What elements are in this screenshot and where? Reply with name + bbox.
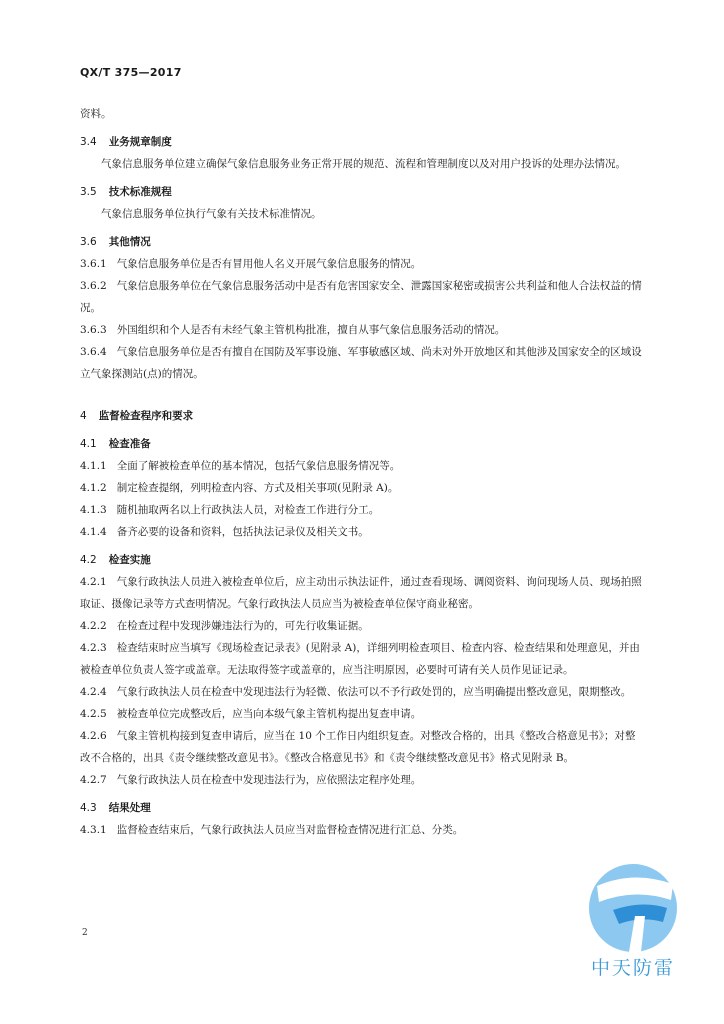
section-number: 4.2 bbox=[80, 554, 97, 566]
section-4-3-heading bbox=[80, 797, 644, 819]
section-4-2-heading bbox=[80, 549, 644, 571]
section-3-6-heading bbox=[80, 231, 644, 253]
clause-4-2-6: 4.2.6 气象主管机构接到复查申请后，应当在 10 个工作日内组织复查。对整改合格的，出具《整改合格意见书》；对整改不合格的，出具《责令继续整改意见书》。《整改合格意见书》和《责令继续整改意见书》格式见附录 B。 bbox=[80, 730, 636, 764]
chapter-number: 4 bbox=[80, 410, 87, 422]
section-title: 其他情况 bbox=[108, 236, 151, 248]
clause-4-2-7: 4.2.7 气象行政执法人员在检查中发现违法行为，应依照法定程序处理。 bbox=[80, 774, 422, 786]
section-title: 检查实施 bbox=[108, 554, 151, 566]
clause-4-2-3: 4.2.3 检查结束时应当填写《现场检查记录表》(见附录 A)，详细列明检查项目、检查内容、检查结果和处理意见，并由被检查单位负责人签字或盖章。无法取得签字或盖章的，应当注明原因，必要时可请有关人员作见证记录。 bbox=[80, 642, 640, 676]
page-number: 2 bbox=[82, 928, 88, 938]
section-number: 3.6 bbox=[80, 236, 97, 248]
section-title: 技术标准规程 bbox=[108, 186, 172, 198]
clause-3-6-1: 3.6.1 气象信息服务单位是否有冒用他人名义开展气象信息服务的情况。 bbox=[80, 258, 422, 270]
clause-4-2-4: 4.2.4 气象行政执法人员在检查中发现违法行为轻微、依法可以不予行政处罚的，应当明确提出整改意见，限期整改。 bbox=[80, 686, 632, 698]
section-3-4-heading bbox=[80, 131, 644, 153]
clause-4-2-1: 4.2.1 气象行政执法人员进入被检查单位后，应主动出示执法证件，通过查看现场、调阅资料、询问现场人员、现场拍照取证、摄像记录等方式查明情况。气象行政执法人员应当为被检查单位保守商业秘密。 bbox=[80, 576, 642, 610]
clause-4-1-4: 4.1.4 备齐必要的设备和资料，包括执法记录仪及相关文书。 bbox=[80, 526, 369, 538]
clause-4-1-1: 4.1.1 全面了解被检查单位的基本情况，包括气象信息服务情况等。 bbox=[80, 460, 401, 472]
section-title: 检查准备 bbox=[108, 438, 151, 450]
clause-4-1-3: 4.1.3 随机抽取两名以上行政执法人员，对检查工作进行分工。 bbox=[80, 504, 380, 516]
clause-3-6-2: 3.6.2 气象信息服务单位在气象信息服务活动中是否有危害国家安全、泄露国家秘密或损害公共利益和他人合法权益的情况。 bbox=[80, 280, 642, 314]
clause-4-2-2: 4.2.2 在检查过程中发现涉嫌违法行为的，可先行收集证据。 bbox=[80, 620, 369, 632]
clause-4-2-5: 4.2.5 被检查单位完成整改后，应当向本级气象主管机构提出复查申请。 bbox=[80, 708, 422, 720]
section-title: 结果处理 bbox=[108, 802, 151, 814]
section-number: 4.3 bbox=[80, 802, 97, 814]
clause-3-6-3: 3.6.3 外国组织和个人是否有未经气象主管机构批准，擅自从事气象信息服务活动的情况。 bbox=[80, 324, 506, 336]
watermark-text: 中天防雷 bbox=[590, 957, 675, 979]
document-code: QX/T 375—2017 bbox=[80, 66, 182, 79]
clause-4-1-2: 4.1.2 制定检查提纲，列明检查内容、方式及相关事项(见附录 A)。 bbox=[80, 482, 399, 494]
section-number: 4.1 bbox=[80, 438, 97, 450]
chapter-title: 监督检查程序和要求 bbox=[98, 410, 194, 422]
section-3-5-heading bbox=[80, 181, 644, 203]
chapter-4-heading bbox=[80, 405, 644, 427]
section-number: 3.5 bbox=[80, 186, 97, 198]
clause-4-3-1: 4.3.1 监督检查结束后，气象行政执法人员应当对监督检查情况进行汇总、分类。 bbox=[80, 824, 464, 836]
document-body bbox=[80, 103, 644, 841]
clause-3-6-4: 3.6.4 气象信息服务单位是否有擅自在国防及军事设施、军事敏感区域、尚未对外开放地区和其他涉及国家安全的区域设立气象探测站(点)的情况。 bbox=[80, 346, 642, 380]
section-number: 3.4 bbox=[80, 136, 97, 148]
section-3-4-text: 气象信息服务单位建立确保气象信息服务业务正常开展的规范、流程和管理制度以及对用户投诉的处理办法情况。 bbox=[101, 158, 626, 170]
intro-fragment: 资料。 bbox=[80, 108, 112, 120]
section-title: 业务规章制度 bbox=[108, 136, 172, 148]
section-3-5-text: 气象信息服务单位执行气象有关技术标准情况。 bbox=[101, 208, 322, 220]
section-4-1-heading bbox=[80, 433, 644, 455]
